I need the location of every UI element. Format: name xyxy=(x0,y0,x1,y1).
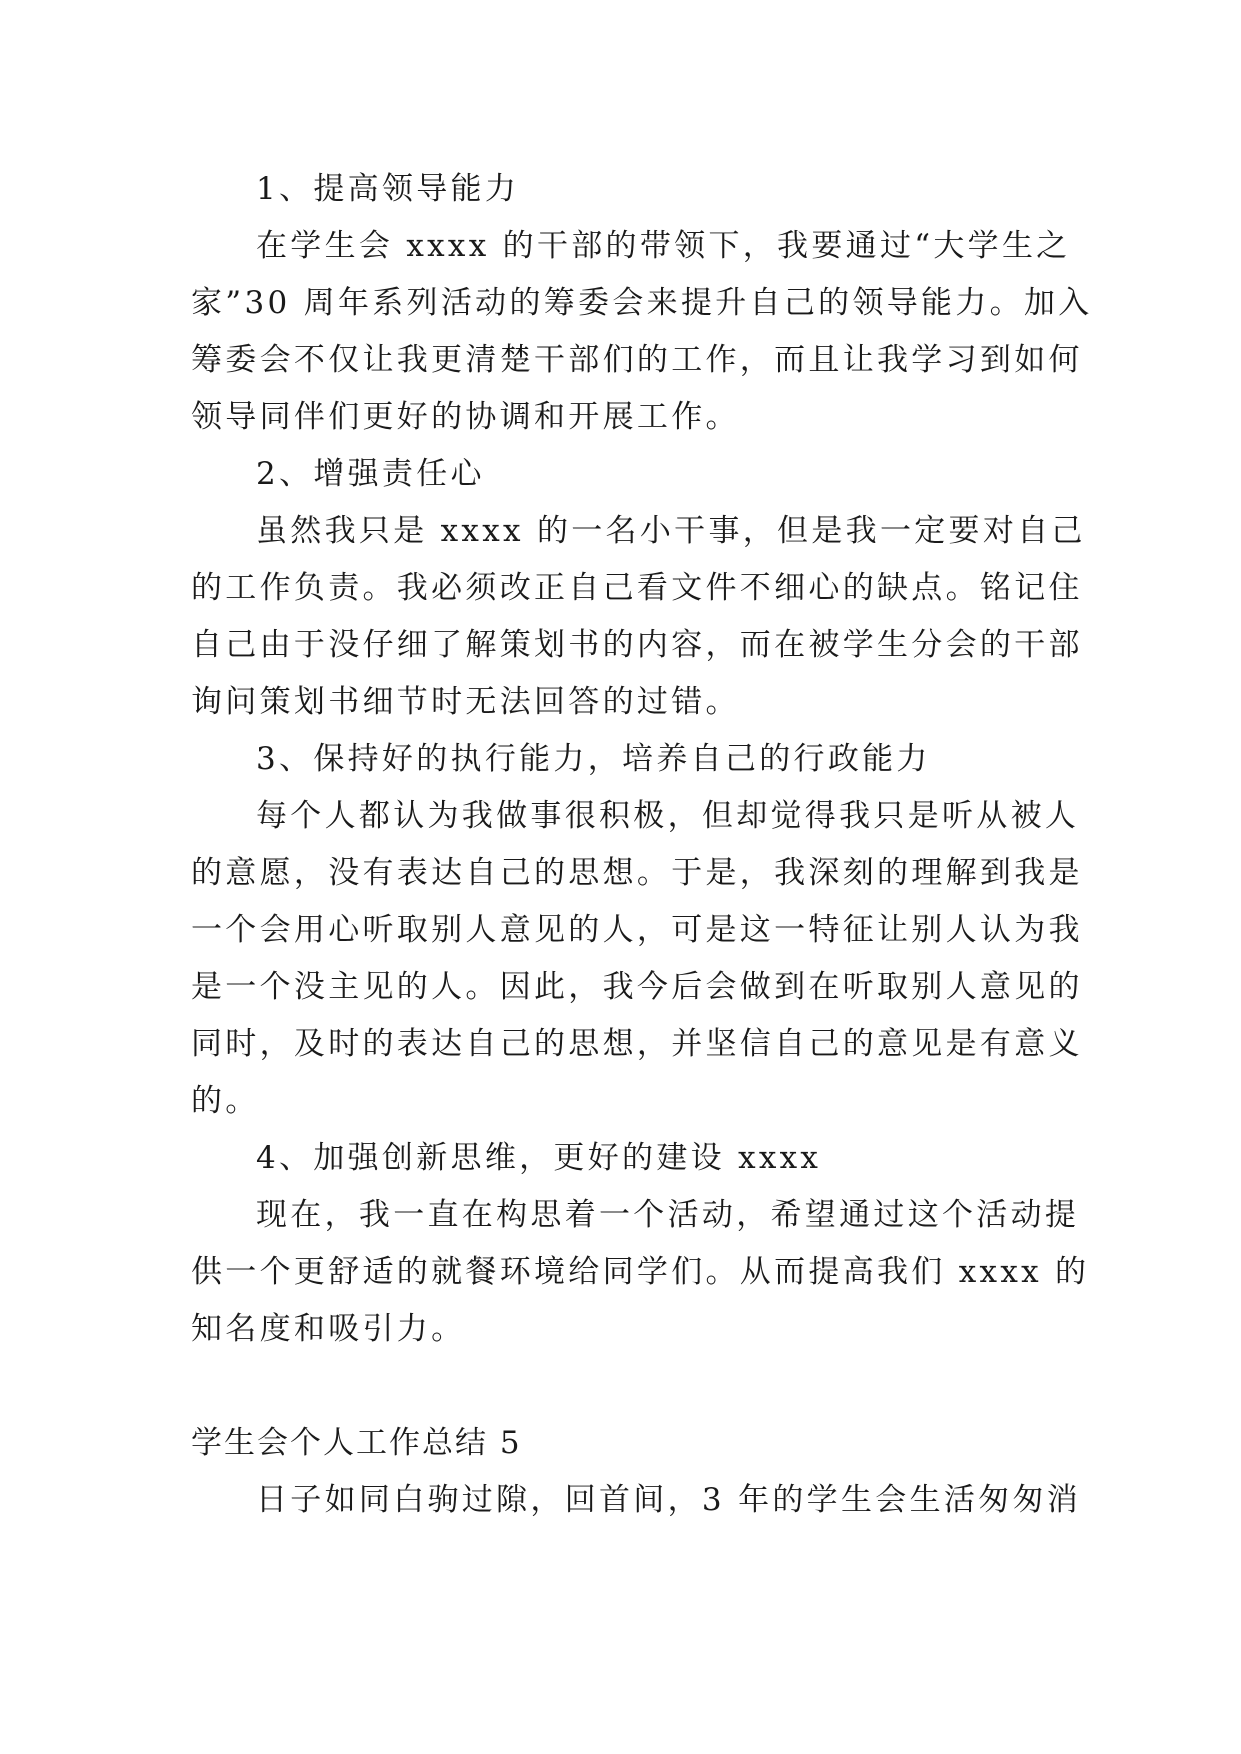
paragraph-line: 日子如同白驹过隙，回首间，3 年的学生会生活匆匆消 xyxy=(256,1482,1082,1518)
paragraph-line: 的。 xyxy=(191,1083,260,1119)
paragraph-line: 知名度和吸引力。 xyxy=(191,1311,466,1347)
heading-3: 3、保持好的执行能力，培养自己的行政能力 xyxy=(256,741,931,777)
paragraph-line: 同时，及时的表达自己的思想，并坚信自己的意见是有意义 xyxy=(191,1026,1083,1062)
paragraph-line: 家”30 周年系列活动的筹委会来提升自己的领导能力。加入 xyxy=(191,285,1093,321)
paragraph-line: 一个会用心听取别人意见的人，可是这一特征让别人认为我 xyxy=(191,912,1083,948)
paragraph-line: 的意愿，没有表达自己的思想。于是，我深刻的理解到我是 xyxy=(191,855,1083,891)
heading-4: 4、加强创新思维，更好的建设 xxxx xyxy=(256,1140,822,1176)
paragraph-line: 每个人都认为我做事很积极，但却觉得我只是听从被人 xyxy=(256,798,1080,834)
paragraph-line: 的工作负责。我必须改正自己看文件不细心的缺点。铭记住 xyxy=(191,570,1083,606)
paragraph-line: 供一个更舒适的就餐环境给同学们。从而提高我们 xxxx 的 xyxy=(191,1254,1090,1290)
paragraph-line: 在学生会 xxxx 的干部的带领下，我要通过“大学生之 xyxy=(256,228,1071,264)
section-title: 学生会个人工作总结 5 xyxy=(191,1425,522,1461)
paragraph-line: 自己由于没仔细了解策划书的内容，而在被学生分会的干部 xyxy=(191,627,1083,663)
heading-1: 1、提高领导能力 xyxy=(256,171,520,207)
paragraph-line: 询问策划书细节时无法回答的过错。 xyxy=(191,684,740,720)
paragraph-line: 是一个没主见的人。因此，我今后会做到在听取别人意见的 xyxy=(191,969,1083,1005)
paragraph-line: 现在，我一直在构思着一个活动，希望通过这个活动提 xyxy=(256,1197,1080,1233)
heading-2: 2、增强责任心 xyxy=(256,456,485,492)
paragraph-line: 筹委会不仅让我更清楚干部们的工作，而且让我学习到如何 xyxy=(191,342,1083,378)
paragraph-line: 虽然我只是 xxxx 的一名小干事，但是我一定要对自己 xyxy=(256,513,1086,549)
paragraph-line: 领导同伴们更好的协调和开展工作。 xyxy=(191,399,740,435)
